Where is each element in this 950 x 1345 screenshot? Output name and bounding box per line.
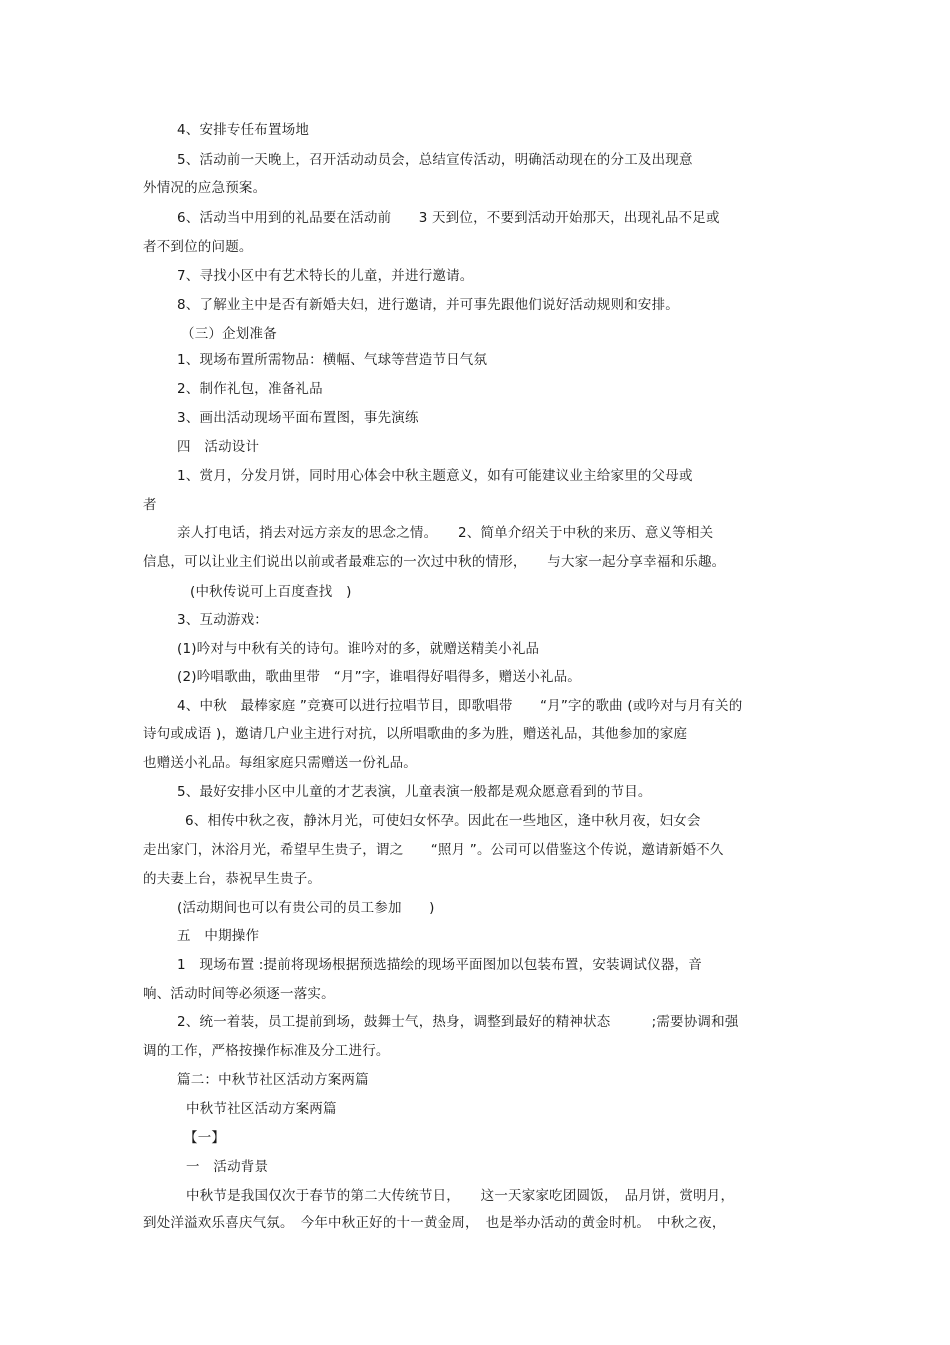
text-line: 响、活动时间等必须逐一落实。 (143, 986, 335, 1002)
text-line: 2、制作礼包，准备礼品 (177, 381, 323, 397)
text-line: 5、活动前一天晚上，召开活动动员会，总结宣传活动，明确活动现在的分工及出现意 (177, 152, 693, 168)
text-line: 中秋节是我国仅次于春节的第二大传统节日， 这一天家家吃团圆饭， 品月饼，赏明月， (186, 1188, 735, 1204)
text-line: 6、相传中秋之夜，静沐月光，可使妇女怀孕。因此在一些地区，逢中秋月夜，妇女会 (185, 813, 701, 829)
section-heading: 四 活动设计 (177, 439, 260, 455)
text-line: 也赠送小礼品。每组家庭只需赠送一份礼品。 (143, 755, 417, 771)
text-line: 4、安排专任布置场地 (177, 122, 310, 138)
text-line: 外情况的应急预案。 (143, 180, 267, 196)
text-line: (1)吟对与中秋有关的诗句。谁吟对的多，就赠送精美小礼品 (177, 641, 540, 657)
text-line: 5、最好安排小区中儿童的才艺表演，儿童表演一般都是观众愿意看到的节目。 (177, 784, 652, 800)
text-line: (活动期间也可以有贵公司的员工参加 ) (177, 900, 435, 916)
text-line: 7、寻找小区中有艺术特长的儿童，并进行邀请。 (177, 268, 474, 284)
section-heading: 篇二：中秋节社区活动方案两篇 (177, 1072, 369, 1088)
section-heading: （三）企划准备 (181, 326, 277, 342)
section-heading: 五 中期操作 (177, 928, 260, 944)
text-line: 3、画出活动现场平面布置图，事先演练 (177, 410, 419, 426)
document-title: 中秋节社区活动方案两篇 (186, 1101, 337, 1117)
text-line: 者不到位的问题。 (143, 239, 253, 255)
text-line: 者 (143, 497, 157, 513)
text-line: 亲人打电话，捎去对远方亲友的思念之情。 2、简单介绍关于中秋的来历、意义等相关 (177, 525, 714, 541)
section-heading: 【一】 (184, 1130, 226, 1146)
text-line: 3、互动游戏： (177, 612, 268, 628)
text-line: 4、中秋 最棒家庭 ”竞赛可以进行拉唱节目，即歌唱带 “月”字的歌曲 (或吟对与月有关的 (177, 698, 743, 714)
text-line: (2)吟唱歌曲，歌曲里带 “月”字，谁唱得好唱得多，赠送小礼品。 (177, 669, 582, 685)
text-line: 1、现场布置所需物品：横幅、气球等营造节日气氛 (177, 352, 488, 368)
text-line: 2、统一着装，员工提前到场，鼓舞士气，热身，调整到最好的精神状态 ;需要协调和强 (177, 1014, 739, 1030)
text-line: 1 现场布置 :提前将现场根据预选描绘的现场平面图加以包装布置，安装调试仪器，音 (177, 957, 702, 973)
text-line: 到处洋溢欢乐喜庆气氛。 今年中秋正好的十一黄金周， 也是举办活动的黄金时机。 中秋之夜， (143, 1215, 726, 1231)
text-line: (中秋传说可上百度查找 ) (190, 584, 352, 600)
text-line: 信息，可以让业主们说出以前或者最难忘的一次过中秋的情形， 与大家一起分享幸福和乐趣。 (143, 554, 726, 570)
text-line: 6、活动当中用到的礼品要在活动前 3 天到位，不要到活动开始那天，出现礼品不足或 (177, 210, 720, 226)
text-line: 的夫妻上台，恭祝早生贵子。 (143, 871, 322, 887)
text-line: 调的工作，严格按操作标准及分工进行。 (143, 1043, 390, 1059)
text-line: 走出家门，沐浴月光，希望早生贵子，谓之 “照月 ”。公司可以借鉴这个传说，邀请新婚不久 (143, 842, 724, 858)
section-heading: 一 活动背景 (186, 1159, 269, 1175)
text-line: 8、了解业主中是否有新婚夫妇，进行邀请，并可事先跟他们说好活动规则和安排。 (177, 297, 679, 313)
text-line: 1、赏月，分发月饼，同时用心体会中秋主题意义，如有可能建议业主给家里的父母或 (177, 468, 693, 484)
text-line: 诗句或成语 )，邀请几户业主进行对抗，以所唱歌曲的多为胜，赠送礼品，其他参加的家庭 (143, 726, 688, 742)
